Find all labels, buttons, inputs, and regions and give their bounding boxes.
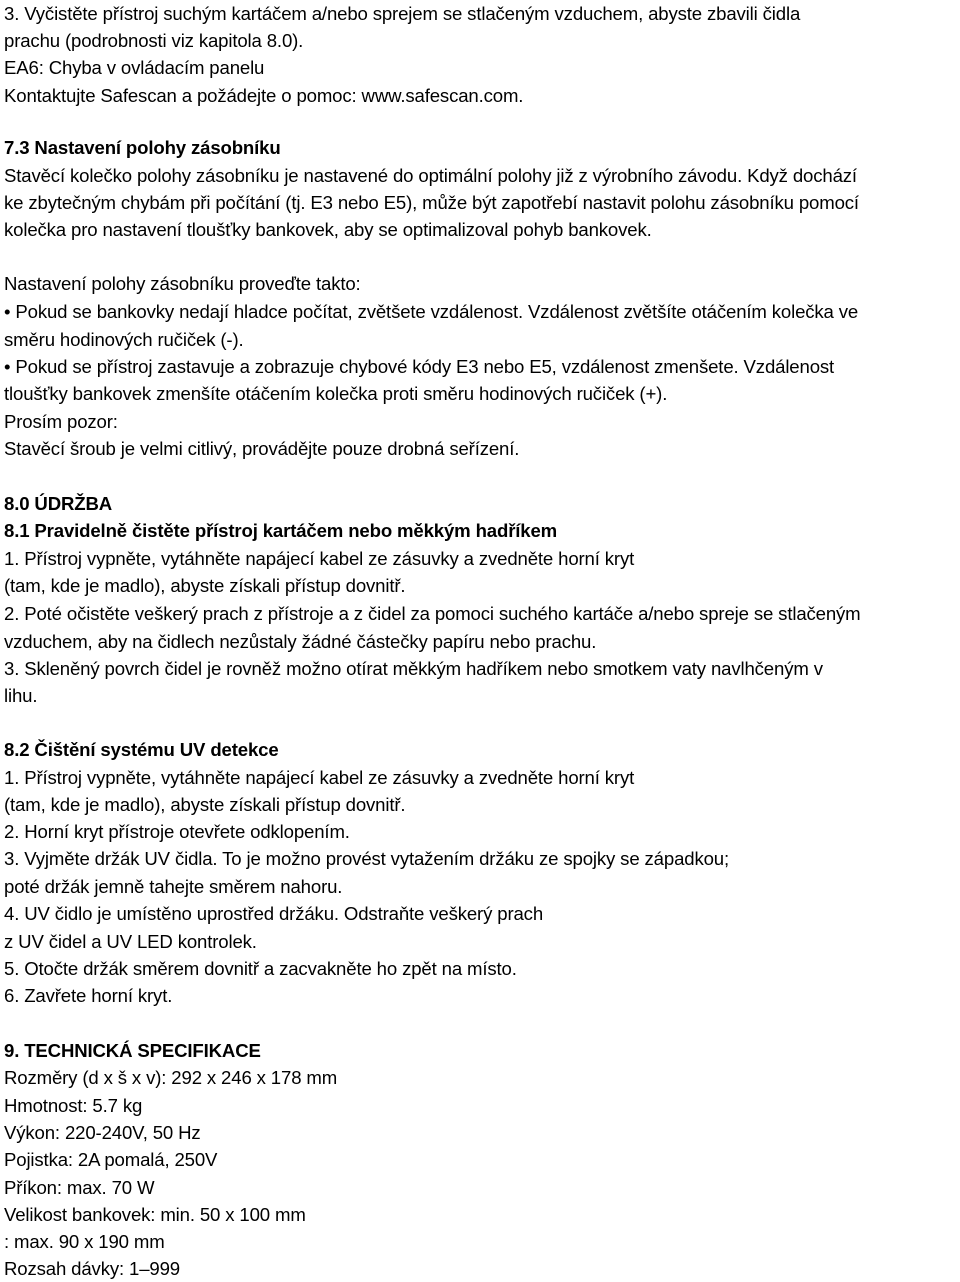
text-line: 1. Přístroj vypněte, vytáhněte napájecí kabel ze zásuvky a zvedněte horní kryt (4, 548, 635, 569)
text-line: poté držák jemně tahejte směrem nahoru. (4, 876, 343, 897)
text-line: Prosím pozor: (4, 411, 118, 432)
text-line: 5. Otočte držák směrem dovnitř a zacvakněte ho zpět na místo. (4, 958, 517, 979)
text-line: (tam, kde je madlo), abyste získali přístup dovnitř. (4, 575, 406, 596)
text-line: Stavěcí kolečko polohy zásobníku je nastavené do optimální polohy již z výrobního závodu. Když dochází (4, 165, 857, 186)
text-line: Výkon: 220-240V, 50 Hz (4, 1122, 201, 1143)
text-line: 6. Zavřete horní kryt. (4, 985, 173, 1006)
text-line: : max. 90 x 190 mm (4, 1231, 165, 1252)
section-heading: 8.2 Čištění systému UV detekce (4, 739, 279, 760)
text-line: tloušťky bankovek zmenšíte otáčením kolečka proti směru hodinových ručiček (+). (4, 383, 668, 404)
text-line: Pojistka: 2A pomalá, 250V (4, 1149, 218, 1170)
text-line: Stavěcí šroub je velmi citlivý, provádějte pouze drobná seřízení. (4, 438, 520, 459)
text-line: 3. Vyjměte držák UV čidla. To je možno provést vytažením držáku ze spojky se západkou; (4, 848, 729, 869)
text-line: • Pokud se přístroj zastavuje a zobrazuje chybové kódy E3 nebo E5, vzdálenost zmenšete. Vzdálenost (4, 356, 835, 377)
text-line: ke zbytečným chybám při počítání (tj. E3 nebo E5), může být zapotřebí nastavit polohu zásobníku pomocí (4, 192, 859, 213)
text-line: 2. Horní kryt přístroje otevřete odklopením. (4, 821, 350, 842)
text-line: kolečka pro nastavení tloušťky bankovek, aby se optimalizoval pohyb bankovek. (4, 219, 652, 240)
text-line: směru hodinových ručiček (-). (4, 329, 244, 350)
text-line: Příkon: max. 70 W (4, 1177, 155, 1198)
text-line: prachu (podrobnosti viz kapitola 8.0). (4, 30, 304, 51)
text-line: Velikost bankovek: min. 50 x 100 mm (4, 1204, 306, 1225)
text-line: 3. Vyčistěte přístroj suchým kartáčem a/nebo sprejem se stlačeným vzduchem, abyste zbavili čidla (4, 3, 801, 24)
section-heading: 8.0 ÚDRŽBA (4, 493, 113, 514)
text-line: Hmotnost: 5.7 kg (4, 1095, 143, 1116)
text-line: 3. Skleněný povrch čidel je rovněž možno otírat měkkým hadříkem nebo smotkem vaty navlhčeným v (4, 658, 823, 679)
text-line: (tam, kde je madlo), abyste získali přístup dovnitř. (4, 794, 406, 815)
text-line: • Pokud se bankovky nedají hladce počítat, zvětšete vzdálenost. Vzdálenost zvětšíte otáčením kolečka ve (4, 301, 859, 322)
text-line: EA6: Chyba v ovládacím panelu (4, 57, 265, 78)
text-line: Rozměry (d x š x v): 292 x 246 x 178 mm (4, 1067, 338, 1088)
text-line: 1. Přístroj vypněte, vytáhněte napájecí kabel ze zásuvky a zvedněte horní kryt (4, 767, 635, 788)
text-line: 2. Poté očistěte veškerý prach z přístroje a z čidel za pomoci suchého kartáče a/nebo spreje se stlačeným (4, 603, 861, 624)
text-line: Nastavení polohy zásobníku proveďte takto: (4, 273, 361, 294)
text-line: z UV čidel a UV LED kontrolek. (4, 931, 257, 952)
text-line: lihu. (4, 685, 38, 706)
text-line: Kontaktujte Safescan a požádejte o pomoc: www.safescan.com. (4, 85, 524, 106)
text-line: vzduchem, aby na čidlech nezůstaly žádné částečky papíru nebo prachu. (4, 631, 597, 652)
section-heading: 7.3 Nastavení polohy zásobníku (4, 137, 281, 158)
section-heading: 8.1 Pravidelně čistěte přístroj kartáčem nebo měkkým hadříkem (4, 520, 558, 541)
section-heading: 9. TECHNICKÁ SPECIFIKACE (4, 1040, 261, 1061)
text-line: Rozsah dávky: 1–999 (4, 1258, 180, 1279)
text-line: 4. UV čidlo je umístěno uprostřed držáku. Odstraňte veškerý prach (4, 903, 544, 924)
